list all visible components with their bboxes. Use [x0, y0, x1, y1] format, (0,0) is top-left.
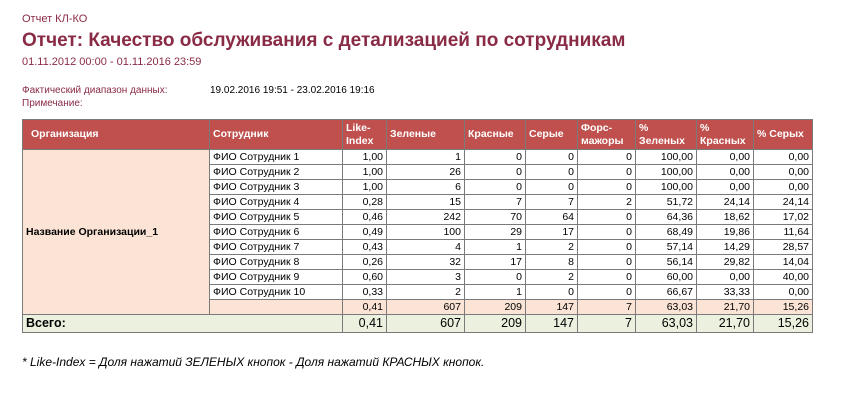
total-pct-red: 21,70	[697, 315, 754, 333]
force-cell: 0	[578, 285, 636, 300]
col-header-red[interactable]: Красные	[465, 120, 526, 150]
subtotal-pct-gray: 15,26	[754, 300, 813, 315]
gray-cell: 0	[526, 150, 578, 165]
green-cell: 1	[387, 150, 465, 165]
like-index-cell: 0,49	[343, 225, 387, 240]
red-cell: 0	[465, 165, 526, 180]
green-cell: 32	[387, 255, 465, 270]
gray-cell: 64	[526, 210, 578, 225]
force-cell: 0	[578, 225, 636, 240]
organization-cell: Название Организации_1	[23, 150, 210, 315]
subtotal-pct-green: 63,03	[636, 300, 697, 315]
subtotal-red: 209	[465, 300, 526, 315]
total-pct-gray: 15,26	[754, 315, 813, 333]
subtotal-employee-cell	[210, 300, 343, 315]
employee-name: ФИО Сотрудник 8	[210, 255, 343, 270]
total-gray: 147	[526, 315, 578, 333]
pct-green-cell: 66,67	[636, 285, 697, 300]
total-row	[23, 315, 813, 333]
pct-red-cell: 18,62	[697, 210, 754, 225]
pct-red-cell: 0,00	[697, 270, 754, 285]
red-cell: 29	[465, 225, 526, 240]
total-red: 209	[465, 315, 526, 333]
total-green: 607	[387, 315, 465, 333]
force-cell: 0	[578, 255, 636, 270]
like-index-cell: 0,60	[343, 270, 387, 285]
note-label: Примечание:	[22, 98, 83, 109]
gray-cell: 17	[526, 225, 578, 240]
pct-gray-cell: 0,00	[754, 180, 813, 195]
force-cell: 0	[578, 165, 636, 180]
actual-range-value: 19.02.2016 19:51 - 23.02.2016 19:16	[210, 85, 375, 96]
green-cell: 26	[387, 165, 465, 180]
green-cell: 4	[387, 240, 465, 255]
green-cell: 100	[387, 225, 465, 240]
green-cell: 15	[387, 195, 465, 210]
red-cell: 0	[465, 180, 526, 195]
date-range: 01.11.2012 00:00 - 01.11.2016 23:59	[22, 56, 202, 68]
employee-name: ФИО Сотрудник 4	[210, 195, 343, 210]
gray-cell: 8	[526, 255, 578, 270]
subtotal-like-index: 0,41	[343, 300, 387, 315]
subtotal-green: 607	[387, 300, 465, 315]
pct-gray-cell: 17,02	[754, 210, 813, 225]
employee-name: ФИО Сотрудник 2	[210, 165, 343, 180]
green-cell: 2	[387, 285, 465, 300]
pct-gray-cell: 0,00	[754, 150, 813, 165]
col-header-pct-gray[interactable]: % Серых	[754, 120, 813, 150]
pct-green-cell: 100,00	[636, 180, 697, 195]
like-index-cell: 0,43	[343, 240, 387, 255]
subtotal-force: 7	[578, 300, 636, 315]
total-like-index: 0,41	[343, 315, 387, 333]
table-row	[23, 150, 813, 165]
like-index-cell: 1,00	[343, 165, 387, 180]
employee-name: ФИО Сотрудник 1	[210, 150, 343, 165]
col-header-gray[interactable]: Серые	[526, 120, 578, 150]
page-title: Отчет: Качество обслуживания с детализацией по сотрудникам	[22, 30, 626, 51]
col-header-employee[interactable]: Сотрудник	[210, 120, 343, 150]
gray-cell: 2	[526, 240, 578, 255]
pct-gray-cell: 14,04	[754, 255, 813, 270]
pct-red-cell: 19,86	[697, 225, 754, 240]
like-index-cell: 0,28	[343, 195, 387, 210]
pct-gray-cell: 28,57	[754, 240, 813, 255]
subtotal-gray: 147	[526, 300, 578, 315]
force-cell: 0	[578, 150, 636, 165]
employee-name: ФИО Сотрудник 10	[210, 285, 343, 300]
force-cell: 0	[578, 270, 636, 285]
green-cell: 3	[387, 270, 465, 285]
force-cell: 0	[578, 210, 636, 225]
col-header-pct-red[interactable]: % Красных	[697, 120, 754, 150]
employee-name: ФИО Сотрудник 6	[210, 225, 343, 240]
col-header-organization[interactable]: Организация	[23, 120, 210, 150]
red-cell: 1	[465, 240, 526, 255]
actual-range-label: Фактический диапазон данных:	[22, 85, 168, 96]
report-table	[22, 119, 813, 333]
like-index-cell: 0,46	[343, 210, 387, 225]
pct-gray-cell: 40,00	[754, 270, 813, 285]
red-cell: 70	[465, 210, 526, 225]
col-header-pct-green[interactable]: % Зеленых	[636, 120, 697, 150]
red-cell: 17	[465, 255, 526, 270]
col-header-like-index[interactable]: Like-Index	[343, 120, 387, 150]
col-header-green[interactable]: Зеленые	[387, 120, 465, 150]
employee-name: ФИО Сотрудник 3	[210, 180, 343, 195]
pct-red-cell: 0,00	[697, 165, 754, 180]
green-cell: 242	[387, 210, 465, 225]
green-cell: 6	[387, 180, 465, 195]
total-label: Всего:	[23, 315, 343, 333]
red-cell: 1	[465, 285, 526, 300]
like-index-cell: 1,00	[343, 180, 387, 195]
pct-green-cell: 60,00	[636, 270, 697, 285]
pct-green-cell: 56,14	[636, 255, 697, 270]
report-label: Отчет КЛ-КО	[22, 13, 88, 25]
pct-red-cell: 33,33	[697, 285, 754, 300]
footnote: * Like-Index = Доля нажатий ЗЕЛЕНЫХ кнопок - Доля нажатий КРАСНЫХ кнопок.	[22, 355, 485, 369]
pct-green-cell: 100,00	[636, 150, 697, 165]
pct-red-cell: 29,82	[697, 255, 754, 270]
like-index-cell: 0,33	[343, 285, 387, 300]
table-header-row	[23, 120, 813, 150]
force-cell: 2	[578, 195, 636, 210]
gray-cell: 7	[526, 195, 578, 210]
like-index-cell: 0,26	[343, 255, 387, 270]
pct-green-cell: 51,72	[636, 195, 697, 210]
pct-red-cell: 14,29	[697, 240, 754, 255]
gray-cell: 2	[526, 270, 578, 285]
pct-red-cell: 0,00	[697, 150, 754, 165]
pct-red-cell: 0,00	[697, 180, 754, 195]
pct-red-cell: 24,14	[697, 195, 754, 210]
gray-cell: 0	[526, 165, 578, 180]
pct-green-cell: 68,49	[636, 225, 697, 240]
red-cell: 0	[465, 270, 526, 285]
red-cell: 7	[465, 195, 526, 210]
total-pct-green: 63,03	[636, 315, 697, 333]
subtotal-pct-red: 21,70	[697, 300, 754, 315]
pct-gray-cell: 0,00	[754, 285, 813, 300]
employee-name: ФИО Сотрудник 5	[210, 210, 343, 225]
pct-green-cell: 57,14	[636, 240, 697, 255]
gray-cell: 0	[526, 180, 578, 195]
red-cell: 0	[465, 150, 526, 165]
pct-gray-cell: 11,64	[754, 225, 813, 240]
like-index-cell: 1,00	[343, 150, 387, 165]
pct-green-cell: 64,36	[636, 210, 697, 225]
col-header-force-majeure[interactable]: Форс-мажоры	[578, 120, 636, 150]
pct-gray-cell: 0,00	[754, 165, 813, 180]
force-cell: 0	[578, 180, 636, 195]
gray-cell: 0	[526, 285, 578, 300]
force-cell: 0	[578, 240, 636, 255]
employee-name: ФИО Сотрудник 9	[210, 270, 343, 285]
total-force: 7	[578, 315, 636, 333]
employee-name: ФИО Сотрудник 7	[210, 240, 343, 255]
pct-green-cell: 100,00	[636, 165, 697, 180]
pct-gray-cell: 24,14	[754, 195, 813, 210]
